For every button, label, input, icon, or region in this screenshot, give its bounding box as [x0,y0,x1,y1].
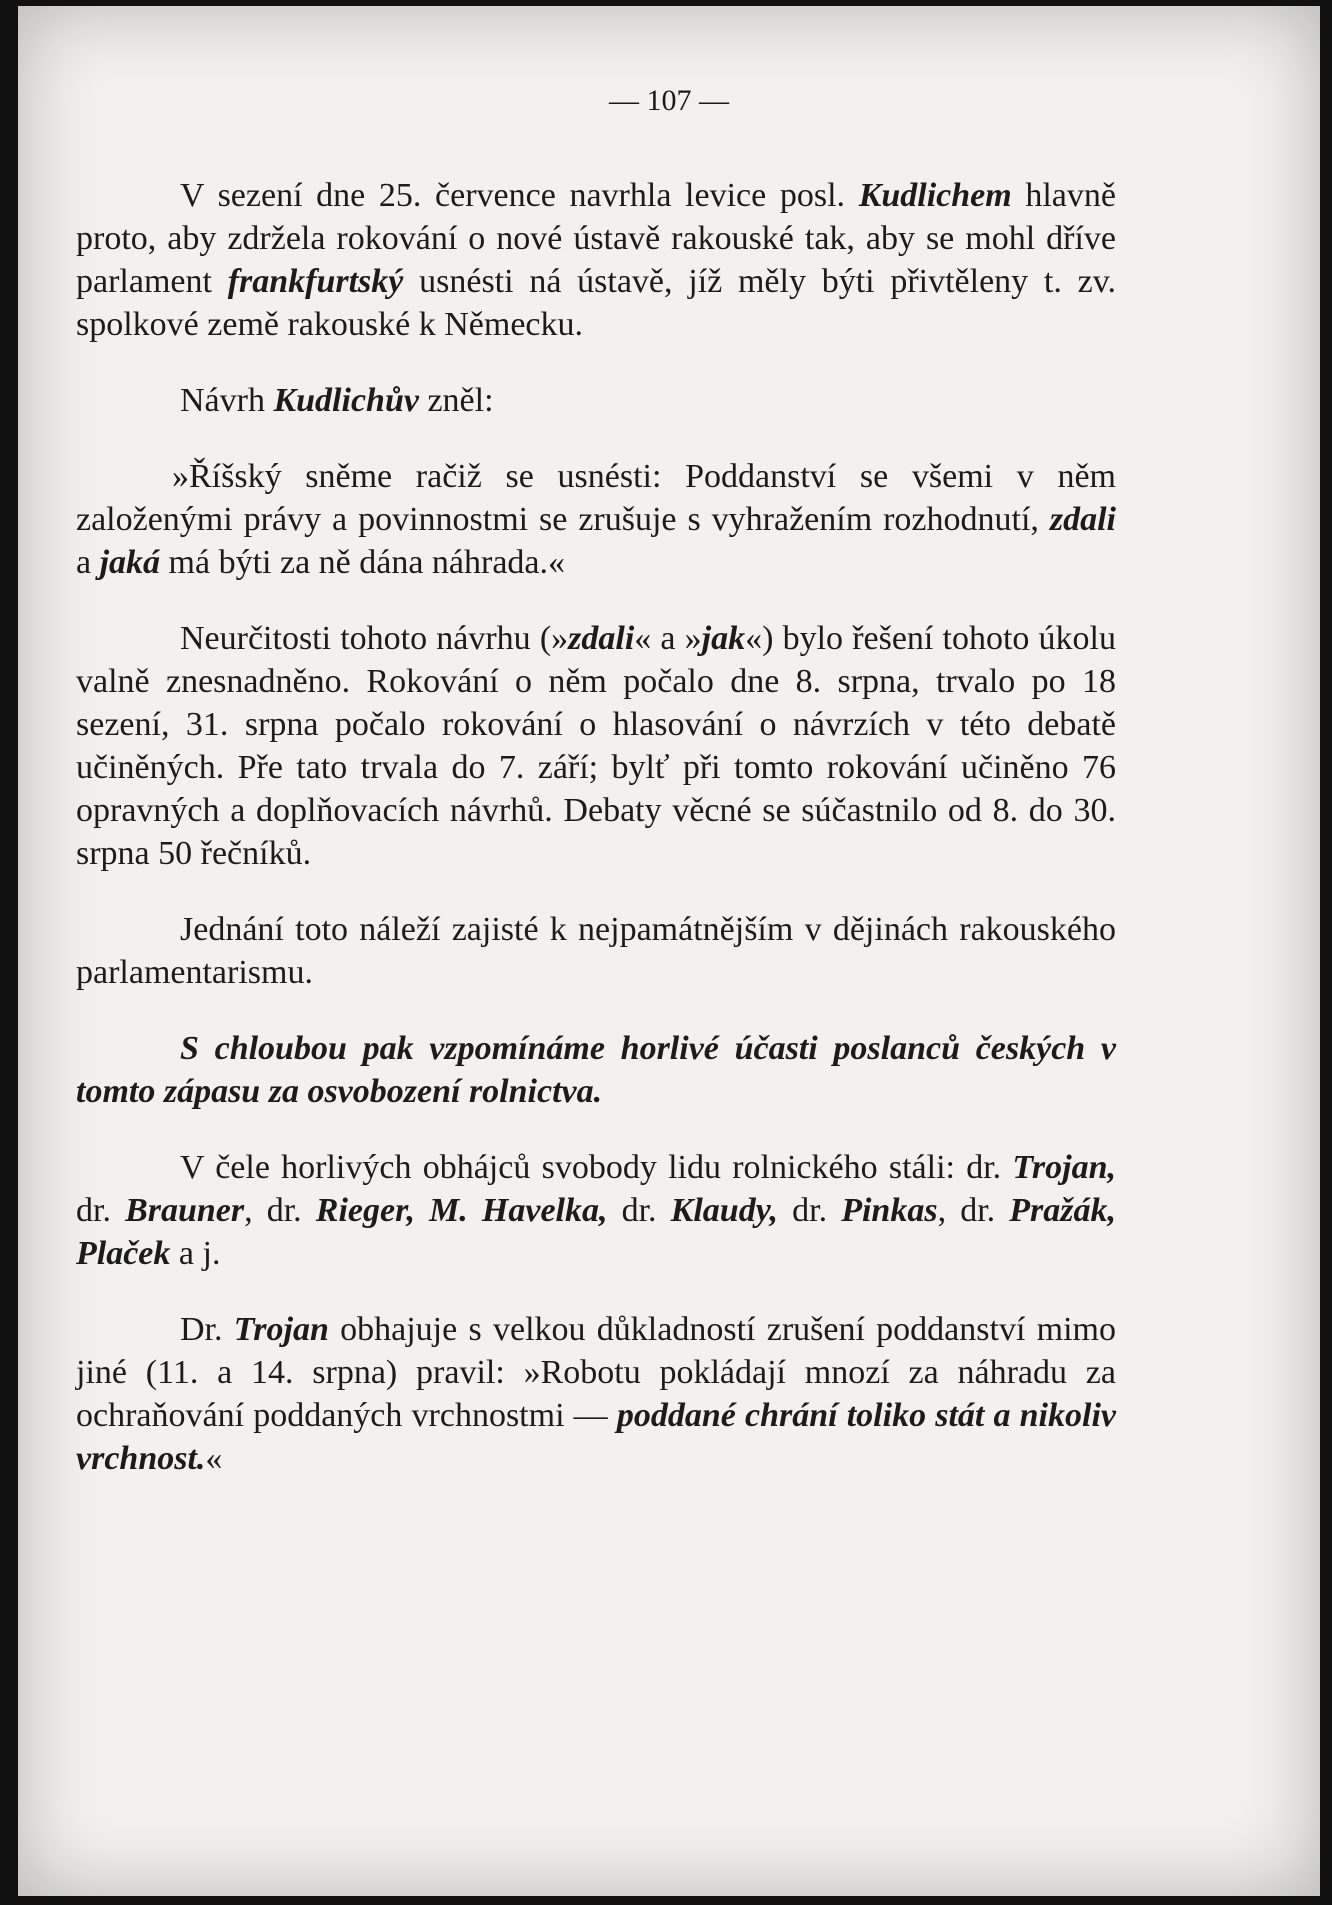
name-klaudy: Klaudy, [670,1192,779,1229]
word-jaka: jaká [99,544,161,581]
word-frankfurtsky: frankfurtský [227,263,404,300]
paragraph-1 [76,174,1116,346]
text-run: V čele horlivých obhájců svobody lidu rolnického stáli: dr. [180,1149,1013,1186]
text-run: usnésti ná ústavě, jíž měly býti přivtěleny t. zv. spolkové země rakouské k Německu. [76,263,1116,343]
name-kudlichem: Kudlichem [858,177,1012,214]
text-run: V sezení dne 25. července navrhla levice posl. [180,177,859,214]
text-run: Neurčitosti tohoto návrhu (» [180,620,569,657]
text-run: dr. [76,1192,126,1229]
paragraph-2 [76,379,1116,422]
text-run: , dr. [244,1192,316,1229]
word-jak: jak [701,620,746,657]
paragraph-6-emphasis: S chloubou pak vzpomínáme horlivé účasti poslanců českých v tomto zápasu za osvobození rolnictva. [76,1030,1116,1110]
text-run: »Říšský sněme račiž se usnésti: Poddanství se všemi v něm založenými právy a povinnostmi se zrušuje s vyhražením rozhodnutí, [76,458,1116,538]
text-run: zněl: [418,382,494,419]
word-zdali: zdali [568,620,635,657]
text-run: , dr. [937,1192,1010,1229]
text-run: dr. [778,1192,842,1229]
text-run: a j. [170,1235,221,1272]
text-run: «) bylo řešení tohoto úkolu valně znesnadněno. Rokování o něm počalo dne 8. srpna, trvalo po 18 sezení, 31. srpna počalo rokování o hlasování o návrzích v této debatě učiněných. Pře tato trvala do 7. září; bylť při tomto rokování učiněno 76 opravných a doplňovacích návrhů. Debaty věcné se súčastnilo od 8. do 30. srpna 50 řečníků. [76,620,1117,872]
paragraph-3-quote [76,455,1116,584]
paragraph-4 [76,617,1116,875]
text-run: dr. [607,1192,671,1229]
book-page [18,6,1320,1896]
page-number: — 107 — [609,84,729,117]
paragraph-8 [76,1308,1116,1480]
name-prazak-placek: Pražák, Plaček [76,1192,1116,1272]
text-run: « a » [634,620,702,657]
text-run: « [205,1440,223,1477]
word-zdali: zdali [1049,501,1116,538]
text-run: Dr. [180,1311,234,1348]
name-pinkas: Pinkas [841,1192,938,1229]
body-text [76,174,1116,1513]
text-run: Návrh [180,382,274,419]
name-rieger-havelka: Rieger, M. Havelka, [315,1192,608,1229]
name-trojan: Trojan, [1012,1149,1116,1186]
text-run: obhajuje s velkou důkladností zrušení poddanství mimo jiné (11. a 14. srpna) pravil: »Robotu pokládají mnozí za náhradu za ochraňování poddaných vrchnostmi — [76,1311,1117,1434]
paragraph-7 [76,1146,1116,1275]
text-run: hlavně proto, aby zdržela rokování o nové ústavě rakouské tak, aby se mohl dříve parlament [76,177,1116,300]
quote-emphasis: poddané chrání toliko stát a nikoliv vrchnost. [76,1397,1116,1477]
name-trojan: Trojan [233,1311,329,1348]
name-kudlichuv: Kudlichův [273,382,419,419]
paragraph-5: Jednání toto náleží zajisté k nejpamátnějším v dějinách rakouského parlamentarismu. [76,911,1116,991]
text-run: a [76,544,100,581]
name-brauner: Brauner [125,1192,245,1229]
text-run: má býti za ně dána náhrada.« [160,544,566,581]
